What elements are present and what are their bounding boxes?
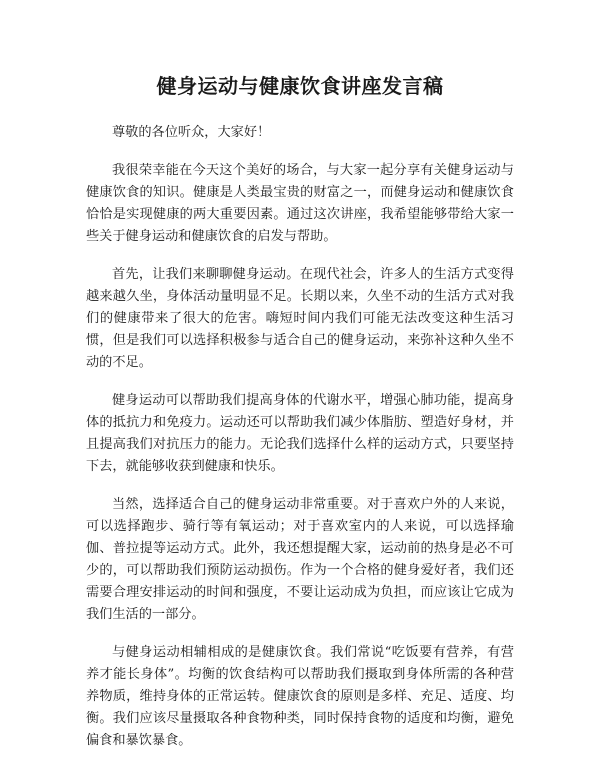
paragraph-healthy-diet: 与健身运动相辅相成的是健康饮食。我们常说“吃饭要有营养，有营养才能长身体”。均衡的饮食结构可以帮助我们摄取到身体所需的各种营养物质，维持身体的正常运转。健康饮食的原则是多样、充足、适度、均衡。我们应该尽量摄取各种食物种类，同时保持食物的适度和均衡，避免偏食和暴饮暴食。 xyxy=(86,645,514,748)
paragraph-exercise-intro: 首先，让我们来聊聊健身运动。在现代社会，许多人的生活方式变得越来越久坐，身体活动量明显不足。长期以来，久坐不动的生活方式对我们的健康带来了很大的危害。嗨短时间内我们可能无法改变这种生活习惯，但是我们可以选择积极参与适合自己的健身运动，来弥补这种久坐不动的不足。 xyxy=(86,267,514,370)
paragraph-exercise-choice: 当然，选择适合自己的健身运动非常重要。对于喜欢户外的人来说，可以选择跑步、骑行等有氧运动；对于喜欢室内的人来说，可以选择瑜伽、普拉提等运动方式。此外，我还想提醒大家，运动前的热身是必不可少的，可以帮助我们预防运动损伤。作为一个合格的健身爱好者，我们还需要合理安排运动的时间和强度，不要让运动成为负担，而应该让它成为我们生活的一部分。 xyxy=(86,497,514,622)
greeting-line: 尊敬的各位听众，大家好！ xyxy=(112,125,271,140)
page-title: 健身运动与健康饮食讲座发言稿 xyxy=(156,74,444,98)
paragraph-intro: 我很荣幸能在今天这个美好的场合，与大家一起分享有关健身运动与健康饮食的知识。健康是人类最宝贵的财富之一，而健身运动和健康饮食恰恰是实现健康的两大重要因素。通过这次讲座，我希望能够带给大家一些关于健身运动和健康饮食的启发与帮助。 xyxy=(86,163,514,244)
paragraph-exercise-benefits: 健身运动可以帮助我们提高身体的代谢水平，增强心肺功能，提高身体的抵抗力和免疫力。运动还可以帮助我们减少体脂肪、塑造好身材，并且提高我们对抗压力的能力。无论我们选择什么样的运动方式，只要坚持下去，就能够收获到健康和快乐。 xyxy=(86,393,514,474)
